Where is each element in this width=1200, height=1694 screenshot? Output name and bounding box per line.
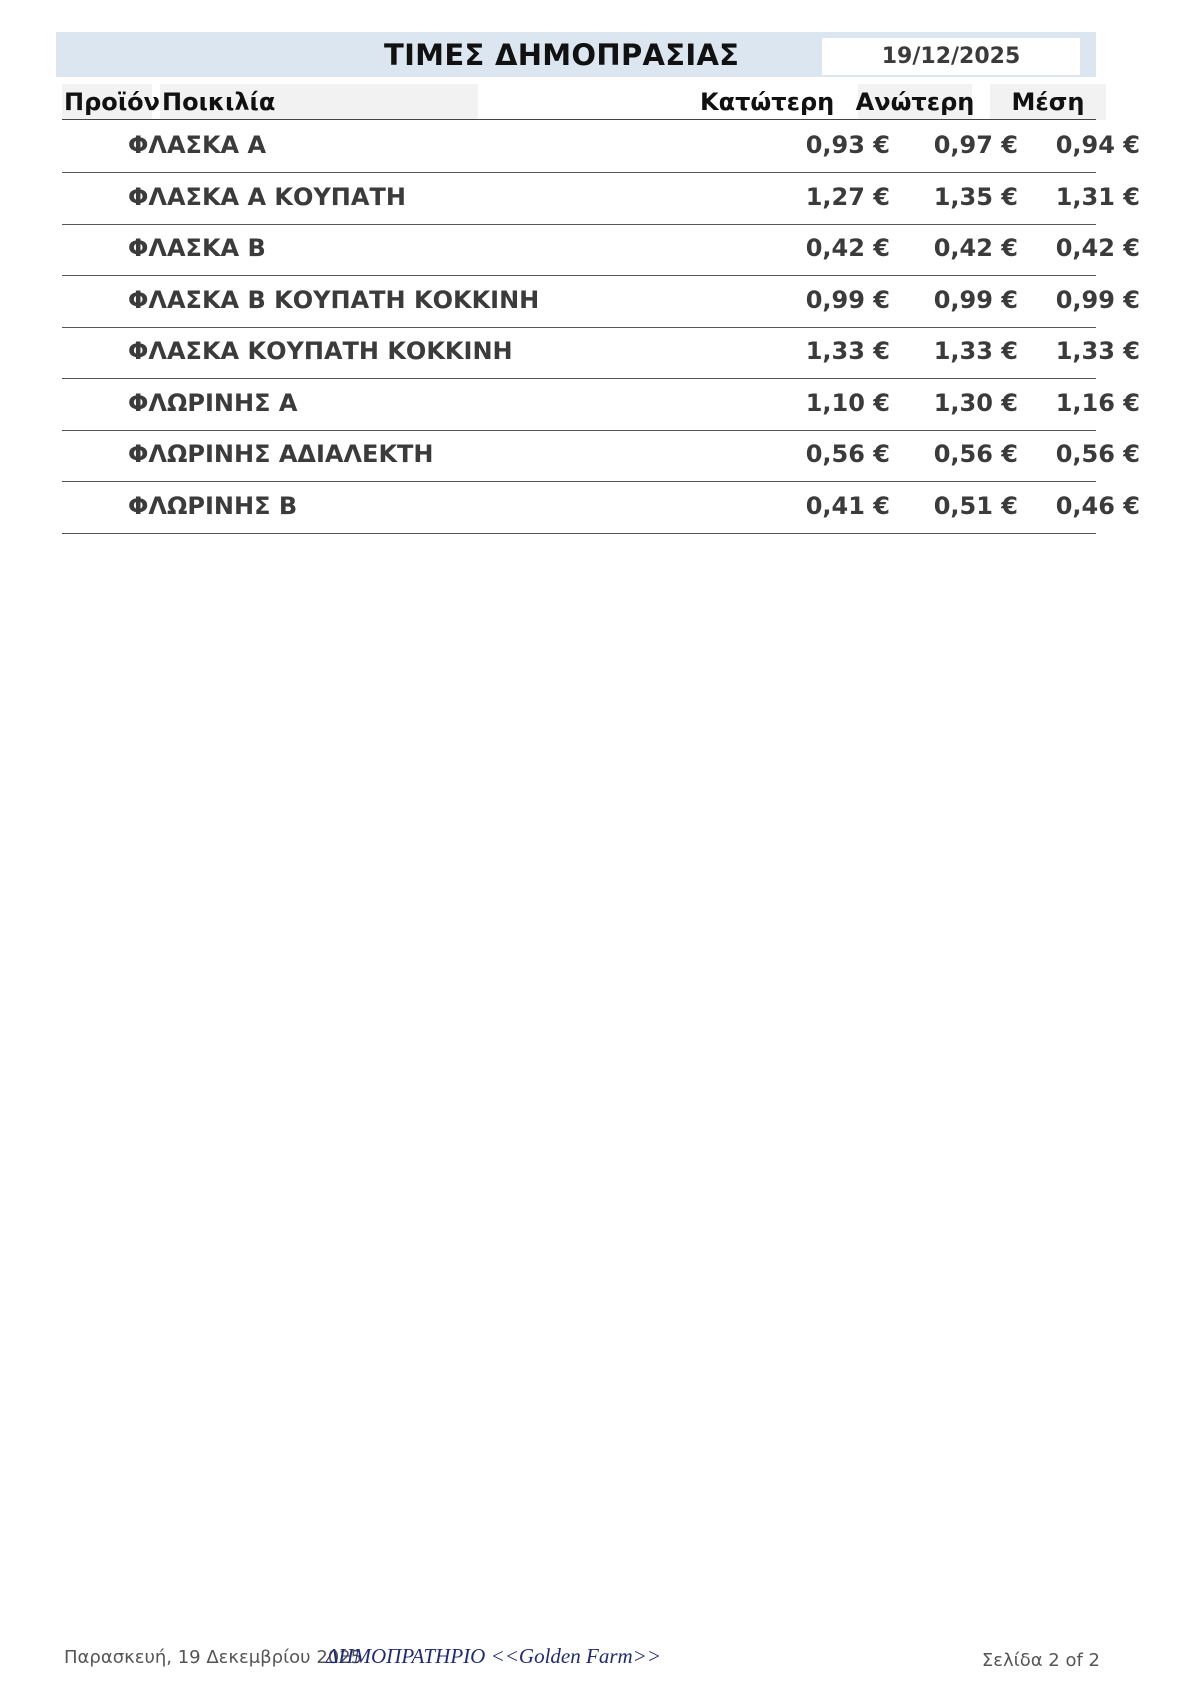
column-header-product: Προϊόν xyxy=(62,84,152,120)
column-header-avg: Μέση xyxy=(990,84,1106,120)
price-low: 0,42 € xyxy=(805,234,890,262)
price-avg: 1,31 € xyxy=(1055,182,1140,211)
column-header-variety: Ποικιλία xyxy=(160,84,478,120)
footer-page-number: Σελίδα 2 of 2 xyxy=(981,1650,1100,1671)
variety-name: ΦΛΑΣΚΑ Α ΚΟΥΠΑΤΗ xyxy=(128,182,406,211)
table-row xyxy=(62,223,1140,276)
price-high: 0,56 € xyxy=(933,440,1018,468)
price-low: 0,41 € xyxy=(805,491,890,520)
price-low: 0,93 € xyxy=(805,131,890,159)
table-row xyxy=(62,326,1140,379)
price-low: 0,56 € xyxy=(805,440,890,468)
table-row xyxy=(62,481,1140,534)
table-row xyxy=(62,378,1140,431)
price-avg: 1,33 € xyxy=(1055,337,1140,365)
variety-name: ΦΛΑΣΚΑ Β ΚΟΥΠΑΤΗ ΚΟΚΚΙΝΗ xyxy=(128,285,540,314)
price-high: 0,51 € xyxy=(933,491,1018,520)
footer-company: ΔΗΜΟΠΡΑΤΗΡΙΟ <<Golden Farm>> xyxy=(326,1644,662,1668)
price-high: 0,42 € xyxy=(933,234,1018,262)
variety-name: ΦΛΑΣΚΑ ΚΟΥΠΑΤΗ ΚΟΚΚΙΝΗ xyxy=(128,337,513,365)
price-high: 0,99 € xyxy=(933,285,1018,314)
price-low: 0,99 € xyxy=(805,285,890,314)
price-low: 1,27 € xyxy=(805,182,890,211)
auction-date: 19/12/2025 xyxy=(822,38,1080,75)
price-avg: 0,99 € xyxy=(1055,285,1140,314)
column-header-low: Κατώτερη xyxy=(700,84,826,120)
variety-name: ΦΛΑΣΚΑ Β xyxy=(128,234,266,262)
price-high: 1,30 € xyxy=(933,388,1018,417)
price-avg: 0,46 € xyxy=(1055,491,1140,520)
price-avg: 0,94 € xyxy=(1055,131,1140,159)
price-low: 1,10 € xyxy=(805,388,890,417)
price-avg: 1,16 € xyxy=(1055,388,1140,417)
price-high: 0,97 € xyxy=(933,131,1018,159)
price-avg: 0,56 € xyxy=(1055,440,1140,468)
variety-name: ΦΛΑΣΚΑ Α xyxy=(128,131,267,159)
column-header-high: Ανώτερη xyxy=(858,84,972,120)
table-row xyxy=(62,172,1140,225)
table-row xyxy=(62,120,1140,173)
page-title: ΤΙΜΕΣ ΔΗΜΟΠΡΑΣΙΑΣ xyxy=(384,38,740,72)
table-row xyxy=(62,275,1140,328)
price-high: 1,35 € xyxy=(933,182,1018,211)
price-low: 1,33 € xyxy=(805,337,890,365)
footer-date: Παρασκευή, 19 Δεκεμβρίου 2025 xyxy=(64,1647,363,1668)
price-high: 1,33 € xyxy=(933,337,1018,365)
table-row xyxy=(62,429,1140,482)
variety-name: ΦΛΩΡΙΝΗΣ ΑΔΙΑΛΕΚΤΗ xyxy=(128,440,434,468)
price-avg: 0,42 € xyxy=(1055,234,1140,262)
variety-name: ΦΛΩΡΙΝΗΣ Α xyxy=(128,388,298,417)
variety-name: ΦΛΩΡΙΝΗΣ Β xyxy=(128,491,298,520)
